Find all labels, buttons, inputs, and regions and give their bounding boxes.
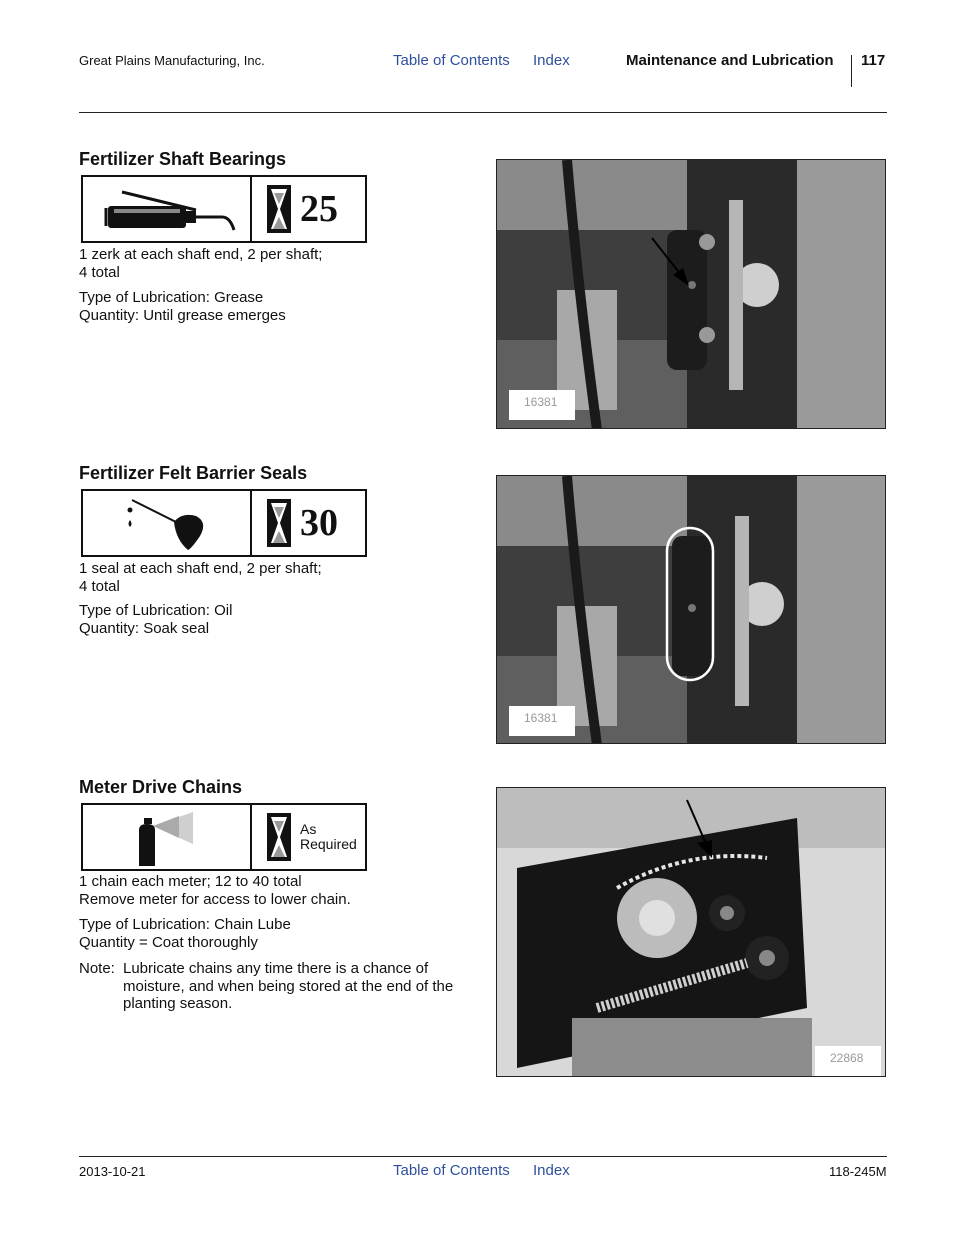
hourglass-icon: [266, 184, 292, 234]
footer-toc-link[interactable]: Table of Contents: [393, 1162, 510, 1179]
interval-hours: 25: [300, 188, 338, 230]
grease-gun-icon: [92, 184, 242, 234]
lube-description: 1 seal at each shaft end, 2 per shaft; 4 total: [79, 560, 322, 595]
section-title-shaft-bearings: Fertilizer Shaft Bearings: [79, 149, 287, 169]
footer-index-link[interactable]: Index: [533, 1162, 570, 1179]
oil-can-icon: [112, 496, 222, 550]
lube-interval-box: [81, 175, 367, 243]
section-title-felt-seals: Fertilizer Felt Barrier Seals: [79, 463, 308, 483]
header-index-link[interactable]: Index: [533, 52, 570, 69]
lube-type-quantity: Type of Lubrication: Grease Quantity: Until grease emerges: [79, 289, 286, 324]
section-heading: Maintenance and Lubrication: [626, 52, 834, 69]
figure-number: 22868: [815, 1046, 881, 1076]
footer-date: 2013-10-21: [79, 1164, 146, 1179]
hourglass-icon: [266, 498, 292, 548]
footer-doc-number: 118-245M: [829, 1164, 887, 1179]
photo-felt-seal: [496, 475, 886, 744]
figure-number: 16381: [509, 390, 575, 420]
photo-shaft-bearing: [496, 159, 886, 429]
photo-meter-drive-chain: [496, 787, 886, 1077]
interval-hours: 30: [300, 502, 338, 544]
section-title-drive-chains: Meter Drive Chains: [79, 777, 243, 797]
header-toc-link[interactable]: Table of Contents: [393, 52, 510, 69]
company-name: Great Plains Manufacturing, Inc.: [79, 53, 265, 68]
note-label: Note:: [79, 960, 115, 977]
interval-as-required: As Required: [300, 821, 357, 852]
spray-can-icon: [127, 808, 207, 866]
page-number: 117: [861, 52, 886, 69]
note-text: Lubricate chains any time there is a chance of moisture, and when being stored at the end of the planting season.: [123, 960, 454, 1012]
lube-interval-box: [81, 803, 367, 871]
header-divider: [851, 55, 852, 87]
lube-type-quantity: Type of Lubrication: Oil Quantity: Soak seal: [79, 602, 233, 637]
header-rule: [79, 112, 887, 113]
lube-interval-box: [81, 489, 367, 557]
footer-rule: [79, 1156, 887, 1157]
lube-description: 1 chain each meter; 12 to 40 total Remove meter for access to lower chain.: [79, 873, 351, 908]
lube-type-quantity: Type of Lubrication: Chain Lube Quantity = Coat thoroughly: [79, 916, 291, 951]
lube-description: 1 zerk at each shaft end, 2 per shaft; 4 total: [79, 246, 323, 281]
hourglass-icon: [266, 812, 292, 862]
figure-number: 16381: [509, 706, 575, 736]
